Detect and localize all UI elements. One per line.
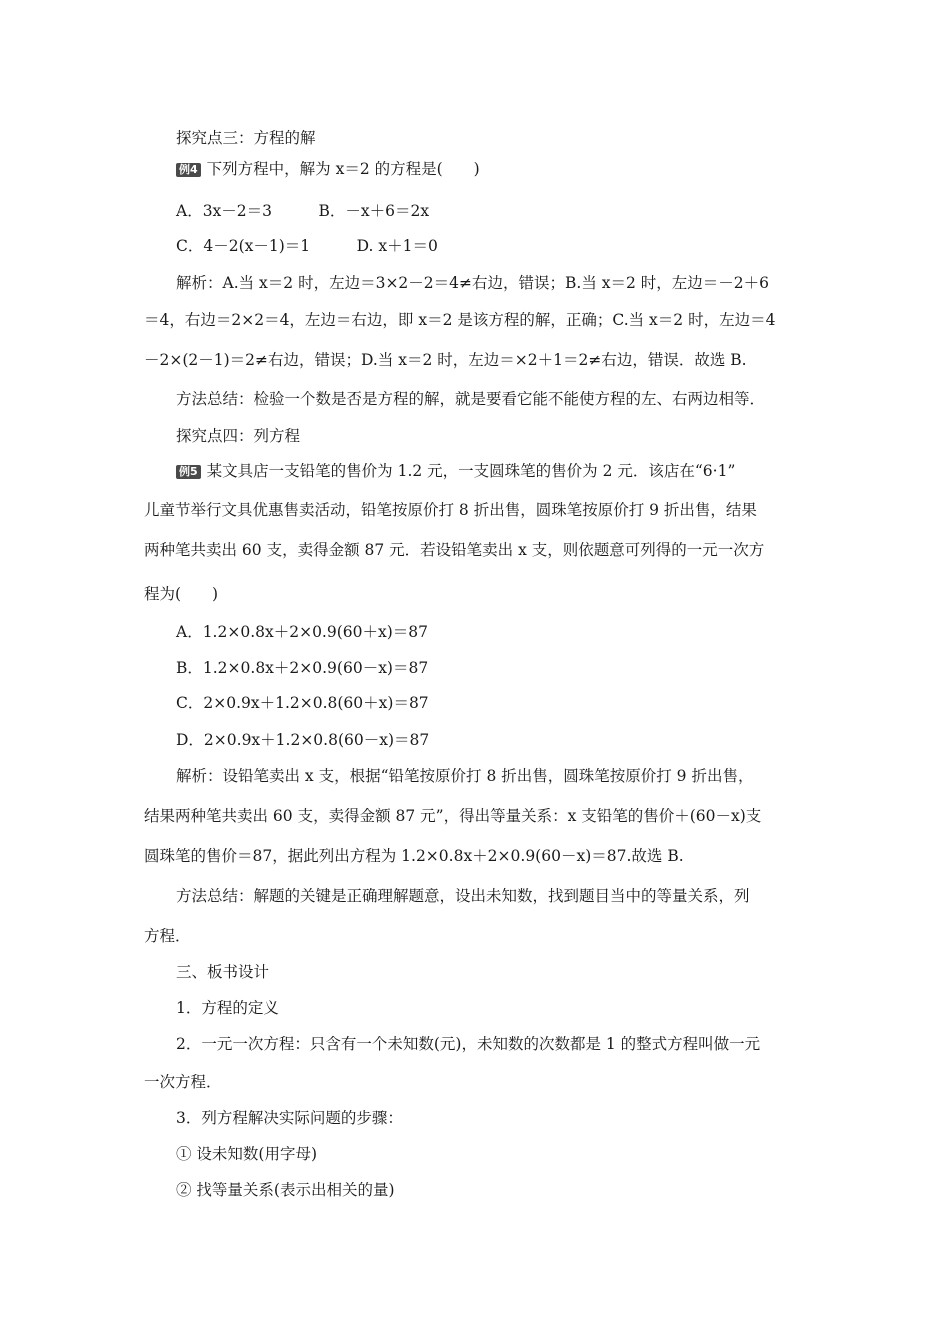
board-item-2-cont: 一次方程． [144, 1073, 222, 1091]
example5-question: 某文具店一支铅笔的售价为 1.2 元，一支圆珠笔的售价为 2 元．该店在“6·1” [206, 462, 736, 480]
board-heading: 三、板书设计 [176, 963, 270, 981]
board-item-2: 2．一元一次方程：只含有一个未知数(元)，未知数的次数都是 1 的整式方程叫做一元 [176, 1035, 761, 1053]
example5-question-line: 儿童节举行文具优惠售卖活动，铅笔按原价打 8 折出售，圆珠笔按原价打 9 折出售，结果 [144, 501, 757, 519]
board-item-3: 3．列方程解决实际问题的步骤： [176, 1109, 403, 1127]
example5-badge: 例5 [176, 465, 201, 479]
board-item-1: 1．方程的定义 [176, 999, 279, 1017]
board-step-2: ② 找等量关系(表示出相关的量) [176, 1181, 395, 1199]
example5-analysis-line: 结果两种笔共卖出 60 支，卖得金额 87 元”，得出等量关系：x 支铅笔的售价＋(60－x)支 [144, 807, 762, 825]
example4-analysis-line: 解析：A.当 x＝2 时，左边＝3×2－2＝4≠右边，错误；B.当 x＝2 时，左边＝－2＋6 [176, 274, 769, 292]
example5-summary-line: 方法总结：解题的关键是正确理解题意，设出未知数，找到题目当中的等量关系，列 [176, 887, 750, 905]
example5-question-line [176, 461, 735, 481]
example5-analysis-line: 圆珠笔的售价＝87，据此列出方程为 1.2×0.8x＋2×0.9(60－x)＝87.故选 B. [144, 847, 684, 865]
example4-analysis-line: ＝4，右边＝2×2＝4，左边＝右边，即 x＝2 是该方程的解，正确；C.当 x＝2 时，左边＝4 [144, 311, 776, 329]
board-step-1: ① 设未知数(用字母) [176, 1145, 318, 1163]
section3-heading: 探究点三：方程的解 [176, 129, 316, 147]
example5-option: C．2×0.9x＋1.2×0.8(60＋x)＝87 [176, 694, 429, 712]
example5-option: B．1.2×0.8x＋2×0.9(60－x)＝87 [176, 659, 429, 677]
section4-heading: 探究点四：列方程 [176, 427, 301, 445]
example4-question-line [176, 159, 480, 179]
example4-options-row2: C．4－2(x－1)＝1 D. x＋1＝0 [176, 237, 438, 255]
example4-badge: 例4 [176, 163, 201, 177]
example5-question-line: 程为( ) [144, 585, 219, 603]
example4-question: 下列方程中，解为 x＝2 的方程是( ) [206, 160, 480, 178]
example4-options-row1: A．3x－2＝3 B．－x＋6＝2x [176, 202, 430, 220]
example5-option: D．2×0.9x＋1.2×0.8(60－x)＝87 [176, 731, 430, 749]
example4-summary: 方法总结：检验一个数是否是方程的解，就是要看它能不能使方程的左、右两边相等． [176, 390, 766, 408]
example5-summary-line: 方程． [144, 927, 191, 945]
example5-analysis-line: 解析：设铅笔卖出 x 支，根据“铅笔按原价打 8 折出售，圆珠笔按原价打 9 折出售， [176, 767, 754, 785]
example5-question-line: 两种笔共卖出 60 支，卖得金额 87 元．若设铅笔卖出 x 支，则依题意可列得的一元一次方 [144, 541, 765, 559]
example5-option: A．1.2×0.8x＋2×0.9(60＋x)＝87 [176, 623, 429, 641]
example4-analysis-line: －2×(2－1)＝2≠右边，错误；D.当 x＝2 时，左边＝×2＋1＝2≠右边，错误．故选 B. [144, 351, 747, 369]
